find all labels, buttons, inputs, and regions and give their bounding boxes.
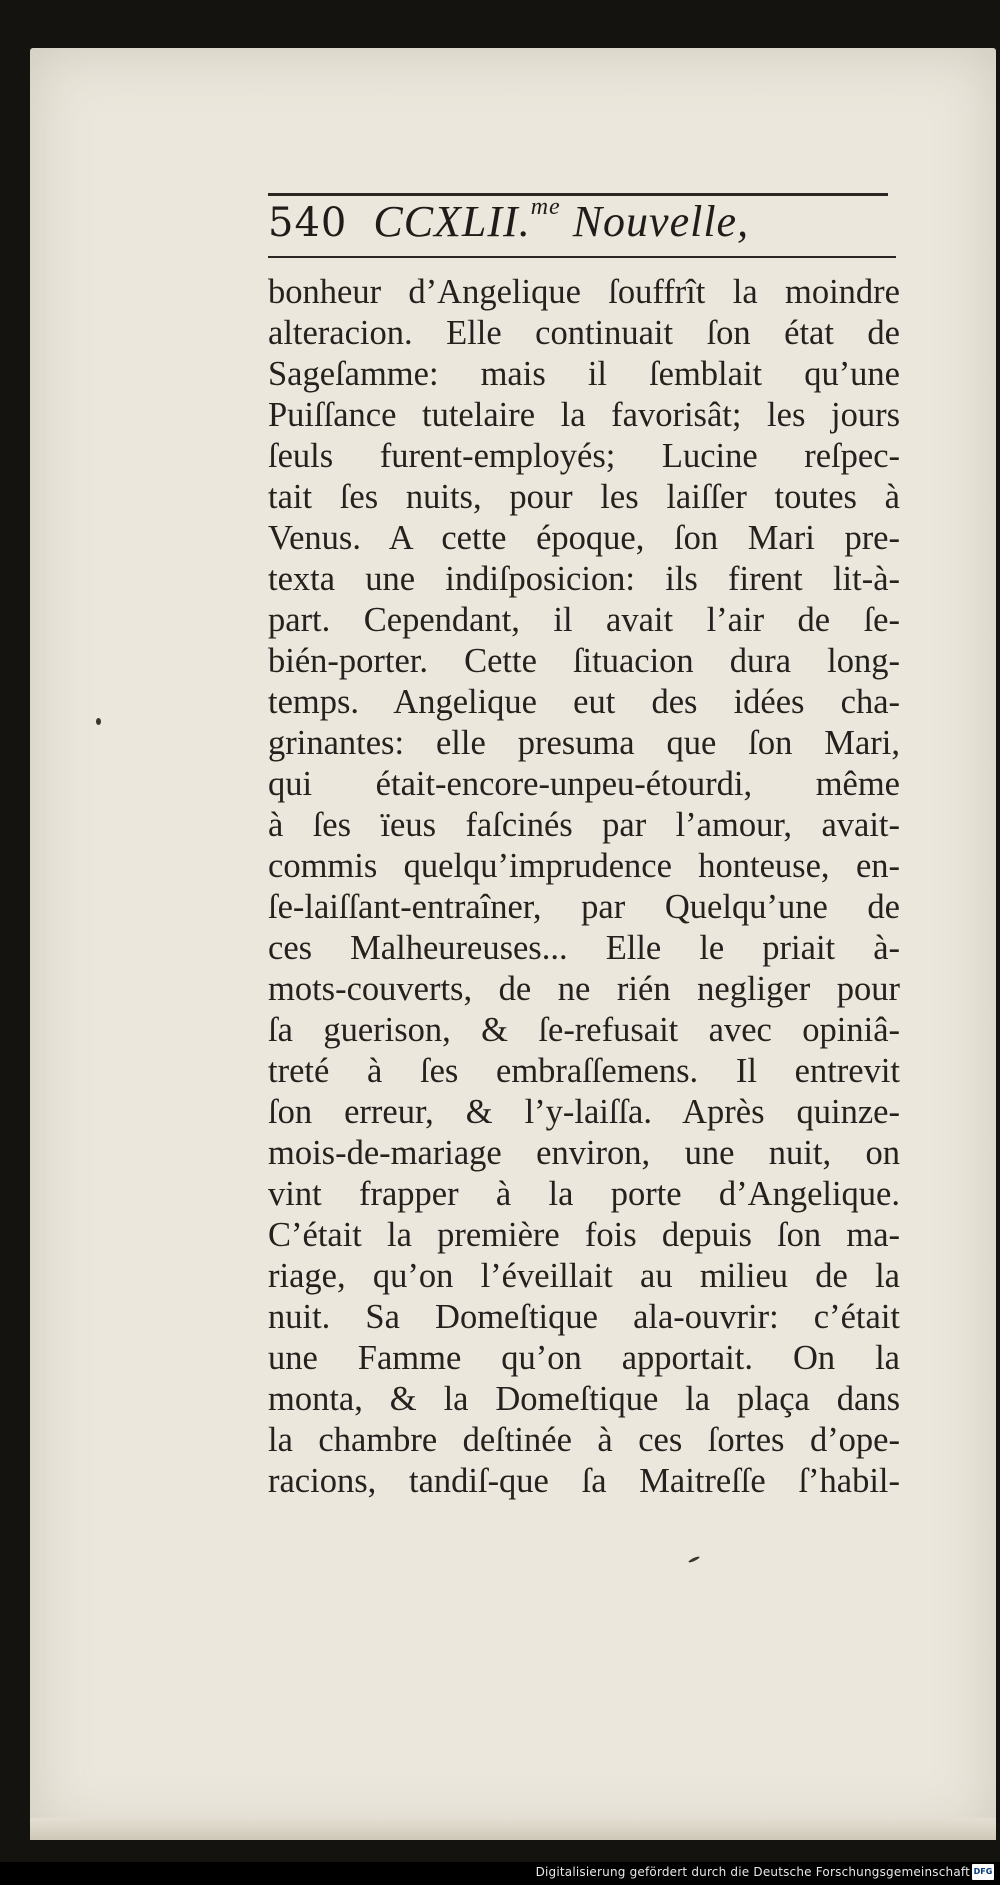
text-line: Puiſſance tutelaire la favorisât; les jours (268, 396, 900, 434)
text-line: mois-de-mariage environ, une nuit, on (268, 1134, 900, 1172)
text-line: riage, qu’on l’éveillait au milieu de la (268, 1257, 900, 1295)
text-line: nuit. Sa Domeſtique ala-ouvrir: c’était (268, 1298, 900, 1336)
text-line: bonheur d’Angelique ſouffrît la moindre (268, 273, 900, 311)
body-text (268, 272, 900, 1502)
text-line: commis quelqu’imprudence honteuse, en- (268, 847, 900, 885)
text-line: qui était-encore-unpeu-étourdi, même (268, 765, 900, 803)
text-line: temps. Angelique eut des idées cha- (268, 683, 900, 721)
running-title-suffix: Nouvelle, (560, 197, 750, 246)
text-line: part. Cependant, il avait l’air de ſe- (268, 601, 900, 639)
text-line: une Famme qu’on apportait. On la (268, 1339, 900, 1377)
funding-credit: Digitalisierung gefördert durch die Deutsche Forschungsgemeinschaft (535, 1865, 970, 1879)
running-title (373, 196, 749, 247)
text-line: tait ſes nuits, pour les laiſſer toutes à (268, 478, 900, 516)
header-rule-bottom (268, 256, 896, 258)
dfg-logo-icon: DFG (972, 1864, 994, 1880)
text-line: treté à ſes embraſſemens. Il entrevit (268, 1052, 900, 1090)
text-line: bién-porter. Cette ſituacion dura long- (268, 642, 900, 680)
text-line: Venus. A cette époque, ſon Mari pre- (268, 519, 900, 557)
text-line: grinantes: elle presuma que ſon Mari, (268, 724, 900, 762)
running-title-superscript: me (530, 194, 561, 221)
text-line: ſa guerison, & ſe-refusait avec opiniâ- (268, 1011, 900, 1049)
text-line: ſe-laiſſant-entraîner, par Quelqu’une de (268, 888, 900, 926)
text-line: ſeuls furent-employés; Lucine reſpec- (268, 437, 900, 475)
text-line: la chambre deſtinée à ces ſortes d’ope- (268, 1421, 900, 1459)
text-line: texta une indiſposicion: ils firent lit-à- (268, 560, 900, 598)
text-line: ces Malheureuses... Elle le priait à- (268, 929, 900, 967)
text-line: à ſes ïeus faſcinés par l’amour, avait- (268, 806, 900, 844)
text-line: alteracion. Elle continuait ſon état de (268, 314, 900, 352)
page-number: 540 (268, 200, 348, 246)
text-line: ſon erreur, & l’y-laiſſa. Après quinze- (268, 1093, 900, 1131)
running-title-prefix: CCXLII. (373, 197, 531, 246)
text-line: vint frapper à la porte d’Angelique. (268, 1175, 900, 1213)
text-line: Sageſamme: mais il ſemblait qu’une (268, 355, 900, 393)
page-bottom-edge (30, 1818, 996, 1840)
text-line: mots-couverts, de ne rién negliger pour (268, 970, 900, 1008)
running-head (268, 196, 898, 254)
text-line: C’était la première fois depuis ſon ma- (268, 1216, 900, 1254)
text-line: monta, & la Domeſtique la plaça dans (268, 1380, 900, 1418)
text-line: racions, tandiſ-que ſa Maitreſſe ſ’habil- (268, 1462, 900, 1500)
paper-speck (96, 718, 101, 725)
